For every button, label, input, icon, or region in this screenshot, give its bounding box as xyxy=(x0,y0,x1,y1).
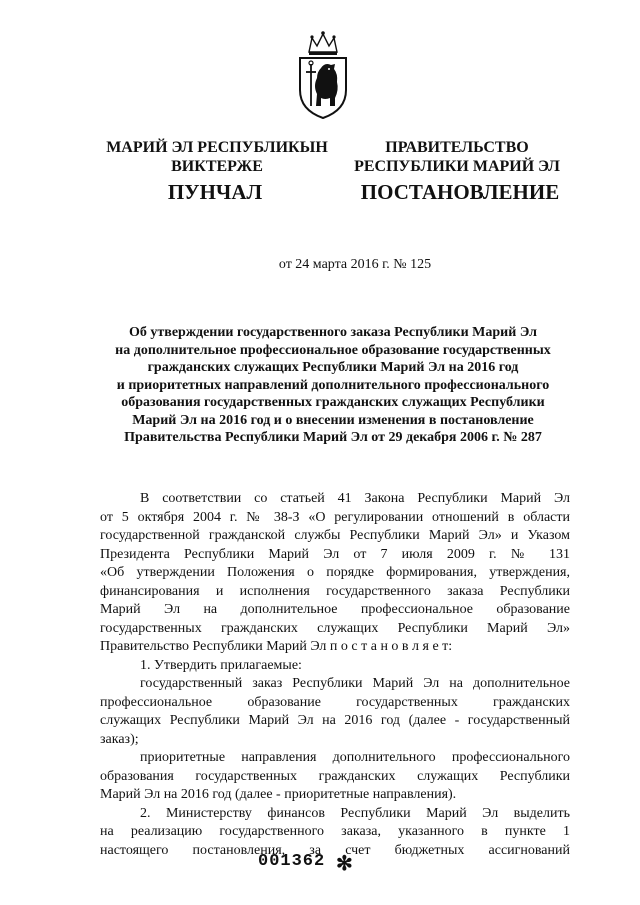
body-line: образования государственных гражданских служащих Республики xyxy=(100,768,570,784)
header-left-line2: ВИКТЕРЖЕ xyxy=(171,158,263,175)
body-line: служащих Республики Марий Эл на 2016 год (далее - государственный xyxy=(100,713,570,728)
body-line: на реализацию государственного заказа, указанного в пункте 1 xyxy=(100,824,570,839)
header-left xyxy=(92,138,342,176)
body-line: приоритетные направления дополнительного профессионального xyxy=(140,750,570,765)
document-title xyxy=(88,324,578,447)
body-line: государственной гражданской службы Республики Марий Эл» и Указом xyxy=(100,528,570,543)
title-line: на дополнительное профессиональное образование государственных xyxy=(115,342,551,358)
header-left-line1: МАРИЙ ЭЛ РЕСПУБЛИКЫН xyxy=(106,139,328,156)
body-line: государственный заказ Республики Марий Эл на дополнительное xyxy=(140,676,570,691)
body-line: профессиональное образование государственных гражданских xyxy=(100,694,570,710)
body-line: Марий Эл на дополнительное профессиональное образование xyxy=(100,602,570,617)
title-line: Правительства Республики Марий Эл от 29 декабря 2006 г. № 287 xyxy=(124,430,542,445)
body-line: 2. Министерству финансов Республики Марий Эл выделить xyxy=(140,805,570,821)
title-line: гражданских служащих Республики Марий Эл на 2016 год xyxy=(147,360,519,375)
title-line: образования государственных гражданских служащих Республики xyxy=(121,395,545,410)
body-line: заказ); xyxy=(100,731,139,747)
body-line: настоящего постановления, за счет бюджетных ассигнований xyxy=(100,842,570,858)
header-right-doc-type: ПОСТАНОВЛЕНИЕ xyxy=(360,180,560,204)
form-serial-number: 001362 xyxy=(258,852,326,871)
document-body xyxy=(100,490,570,860)
body-line: Марий Эл на 2016 год (далее - приоритетные направления). xyxy=(100,787,457,802)
body-line: Правительство Республики Марий Эл п о с т а н о в л я е т: xyxy=(100,639,453,654)
body-line: государственных гражданских служащих Республики Марий Эл» xyxy=(100,620,570,636)
body-line: Президента Республики Марий Эл от 7 июля 2009 г. № 131 xyxy=(100,546,570,562)
body-line: «Об утверждении Положения о порядке формирования, утверждения, xyxy=(100,565,570,580)
body-line: 1. Утвердить прилагаемые: xyxy=(140,657,302,673)
title-line: Марий Эл на 2016 год и о внесении изменения в постановление xyxy=(132,412,534,428)
header-left-doc-type: ПУНЧАЛ xyxy=(167,180,263,204)
body-line: финансирования и исполнения государственного заказа Республики xyxy=(100,583,570,599)
title-line: и приоритетных направлений дополнительного профессионального xyxy=(116,377,550,393)
title-line: Об утверждении государственного заказа Республики Марий Эл xyxy=(129,325,537,340)
header-right-line2: РЕСПУБЛИКИ МАРИЙ ЭЛ xyxy=(354,158,560,175)
header-right-line1: ПРАВИТЕЛЬСТВО xyxy=(385,139,529,156)
header-right xyxy=(352,138,562,176)
coat-of-arms-emblem xyxy=(295,28,351,120)
body-line: В соответствии со статьей 41 Закона Республики Марий Эл xyxy=(140,491,570,506)
body-line: от 5 октября 2004 г. № 38-З «О регулировании отношений в области xyxy=(100,509,570,525)
document-date-number: от 24 марта 2016 г. № 125 xyxy=(278,257,432,272)
snowflake-mark-icon: ✻ xyxy=(336,853,353,875)
